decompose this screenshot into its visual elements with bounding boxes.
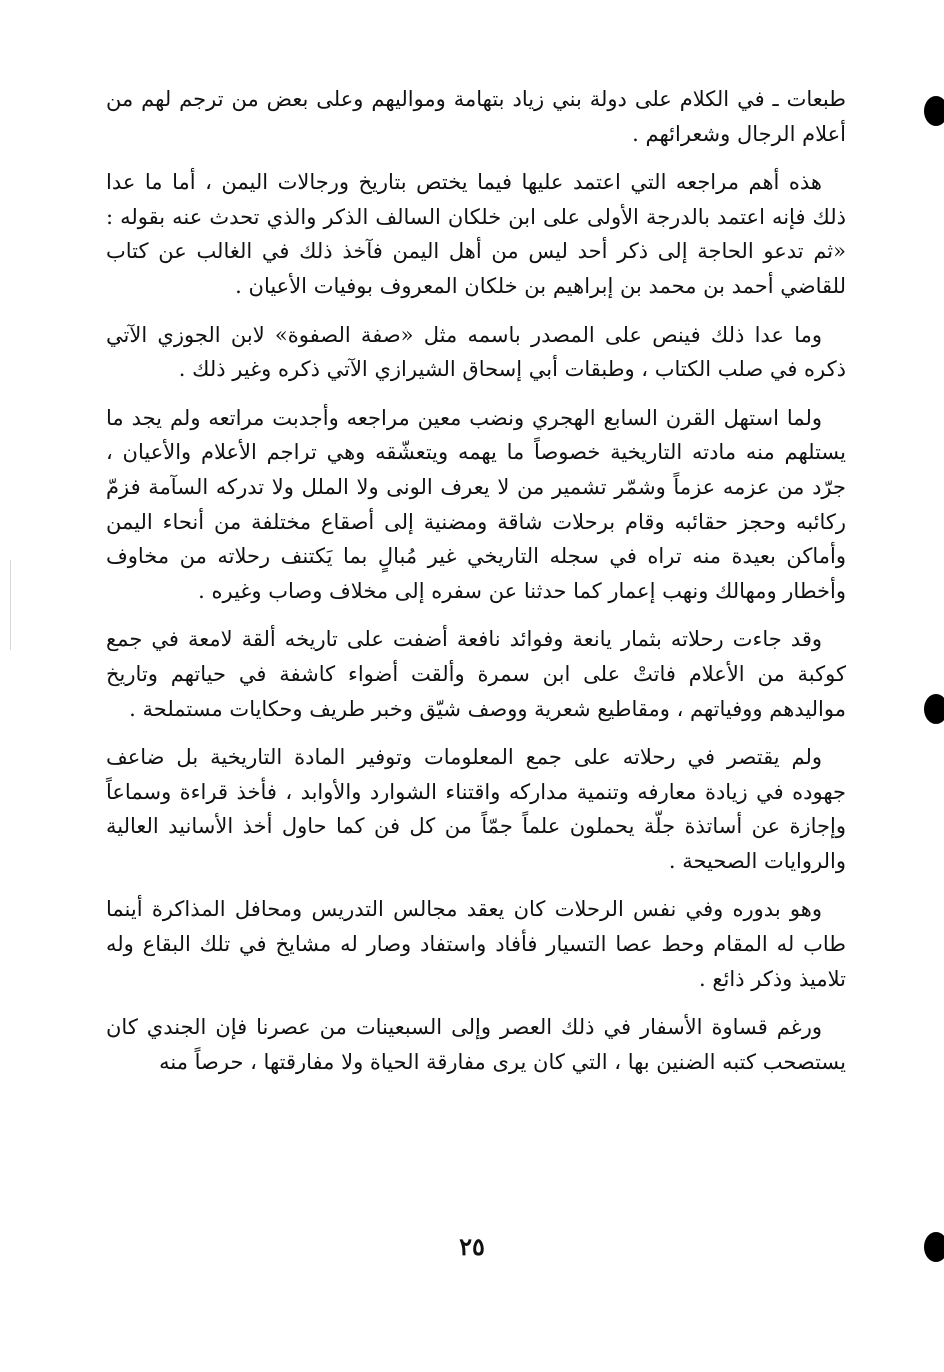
binding-hole-bottom	[924, 1232, 944, 1262]
paragraph-5: وقد جاءت رحلاته بثمار يانعة وفوائد نافعة أضفت على تاريخه ألقة لامعة في جمع كوكبة من الأعلام فاتتْ على ابن سمرة وألقت أضواء كاشفة في حياتهم وتاريخ مواليدهم ووفياتهم ، ومقاطيع شعرية ووصف شيّق وخبر طريف وحكايات مستملحة .	[106, 627, 846, 721]
page-number: ٢٥	[459, 1232, 485, 1261]
scan-artifact-line	[10, 560, 11, 650]
body-text	[106, 82, 846, 1093]
paragraph-8: ورغم قساوة الأسفار في ذلك العصر وإلى السبعينات من عصرنا فإن الجندي كان يستصحب كتبه الضنين بها ، التي كان يرى مفارقة الحياة ولا مفارقتها ، حرصاً منه	[106, 1015, 846, 1074]
paragraph-7: وهو بدوره وفي نفس الرحلات كان يعقد مجالس التدريس ومحافل المذاكرة أينما طاب له المقام وحط عصا التسيار فأفاد واستفاد وصار له مشايخ في تلك البقاع وله تلاميذ وذكر ذائع .	[106, 897, 846, 991]
binding-hole-middle	[924, 694, 944, 724]
paragraph-4: ولما استهل القرن السابع الهجري ونضب معين مراجعه وأجدبت مراتعه ولم يجد ما يستلهم منه مادته التاريخية خصوصاً ما يهمه ويتعشّقه وهي تراجم الأعلام والأعيان ، جرّد من عزمه عزماً وشمّر تشمير من لا يعرف الونى ولا الملل ولا تدركه السآمة فزمّ ركائبه وحجز حقائبه وقام برحلات شاقة ومضنية إلى أصقاع مختلفة من أنحاء اليمن وأماكن بعيدة منه تراه في سجله التاريخي غير مُبالٍ بما يَكتنف رحلاته من مخاوف وأخطار ومهالك ونهب إعمار كما حدثنا عن سفره إلى مخلاف وصاب وغيره .	[106, 405, 846, 603]
paragraph-6: ولم يقتصر في رحلاته على جمع المعلومات وتوفير المادة التاريخية بل ضاعف جهوده في زيادة معارفه وتنمية مداركه واقتناء الشوارد والأوابد ، فأخذ قراءة وسماعاً وإجازة عن أساتذة جلّة يحملون علماً جمّاً من كل فن كما حاول أخذ الأسانيد العالية والروايات الصحيحة .	[106, 745, 846, 873]
paragraph-1: طبعات ـ في الكلام على دولة بني زياد بتهامة ومواليهم وعلى بعض من ترجم لهم من أعلام الرجال وشعرائهم .	[106, 87, 846, 146]
binding-hole-top	[924, 96, 944, 126]
paragraph-2: هذه أهم مراجعه التي اعتمد عليها فيما يختص بتاريخ ورجالات اليمن ، أما ما عدا ذلك فإنه اعتمد بالدرجة الأولى على ابن خلكان السالف الذكر والذي تحدث عنه بقوله : «ثم تدعو الحاجة إلى ذكر أحد ليس من أهل اليمن فآخذ ذلك في الغالب عن كتاب للقاضي أحمد بن محمد بن إبراهيم بن خلكان المعروف بوفيات الأعيان .	[106, 170, 846, 298]
paragraph-3: وما عدا ذلك فينص على المصدر باسمه مثل «صفة الصفوة» لابن الجوزي الآتي ذكره في صلب الكتاب ، وطبقات أبي إسحاق الشيرازي الآتي ذكره وغير ذلك .	[106, 322, 846, 382]
